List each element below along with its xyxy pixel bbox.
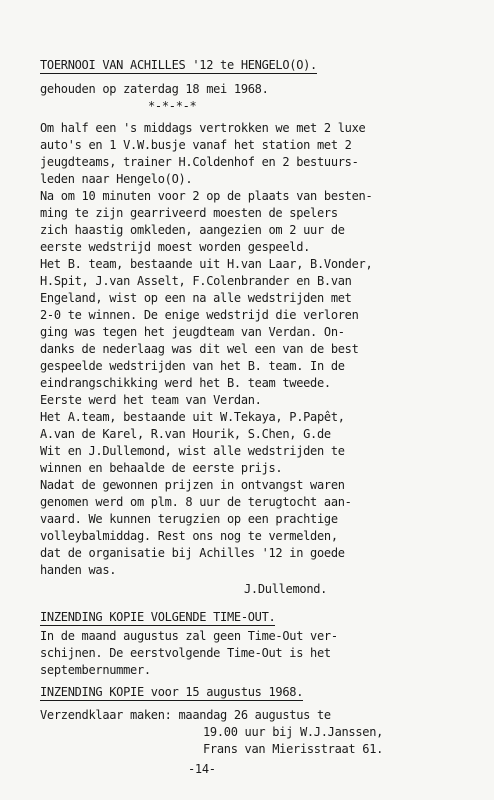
text-line: Frans van Mierisstraat 61. <box>203 742 384 756</box>
text-line: eindrangschikking werd het B. team tweede. <box>40 376 331 390</box>
signature: J.Dullemond. <box>244 582 328 596</box>
text-line: danks de nederlaag was dit wel een van de best <box>40 342 359 356</box>
text-line: schijnen. De eerstvolgende Time-Out is het <box>40 646 331 660</box>
text-line: leden naar Hengelo(O). <box>40 172 193 186</box>
page-number: -14- <box>188 762 216 776</box>
text-line: eerste wedstrijd moest worden gespeeld. <box>40 240 311 254</box>
text-line: zich haastig omkleden, aangezien om 2 uur de <box>40 223 345 237</box>
text-line: volleybalmiddag. Rest ons nog te vermelden, <box>40 529 338 543</box>
article-title-inzending-kopie: INZENDING KOPIE VOLGENDE TIME-OUT. <box>40 610 276 624</box>
text-line: ging was tegen het jeugdteam van Verdan. On- <box>40 325 345 339</box>
text-line: gespeelde wedstrijden van het B. team. In de <box>40 359 345 373</box>
text-line: Om half een 's middags vertrokken we met 2 luxe <box>40 121 366 135</box>
text-line: auto's en 1 V.W.busje vanaf het station met 2 <box>40 138 352 152</box>
text-line: jeugdteams, trainer H.Coldenhof en 2 bestuurs- <box>40 155 359 169</box>
text-line: Nadat de gewonnen prijzen in ontvangst waren <box>40 478 345 492</box>
text-line: Wit en J.Dullemond, wist alle wedstrijden te <box>40 444 345 458</box>
text-line: vaard. We kunnen terugzien op een prachtige <box>40 512 338 526</box>
separator-stars: *-*-*-* <box>148 99 197 113</box>
text-line: 19.00 uur bij W.J.Janssen, <box>203 725 384 739</box>
text-line: Na om 10 minuten voor 2 op de plaats van besten- <box>40 189 373 203</box>
text-line: ming te zijn gearriveerd moesten de spelers <box>40 206 338 220</box>
text-line: A.van de Karel, R.van Hourik, S.Chen, G.de <box>40 427 331 441</box>
text-line: 2-0 te winnen. De enige wedstrijd die verloren <box>40 308 359 322</box>
text-line: Het B. team, bestaande uit H.van Laar, B.Vonder, <box>40 257 373 271</box>
text-line: handen was. <box>40 563 117 577</box>
text-line: septembernummer. <box>40 663 151 677</box>
text-line: Het A.team, bestaande uit W.Tekaya, P.Papêt, <box>40 410 345 424</box>
text-line: Eerste werd het team van Verdan. <box>40 393 262 407</box>
text-line: Engeland, wist op een na alle wedstrijden met <box>40 291 352 305</box>
text-line: genomen werd om plm. 8 uur de terugtocht aan- <box>40 495 352 509</box>
text-line: H.Spit, J.van Asselt, F.Colenbrander en B.van <box>40 274 352 288</box>
text-line: In de maand augustus zal geen Time-Out ver- <box>40 629 338 643</box>
text-line: gehouden op zaterdag 18 mei 1968. <box>40 82 269 96</box>
text-line: winnen en behaalde de eerste prijs. <box>40 461 283 475</box>
article-title-deadline: INZENDING KOPIE voor 15 augustus 1968. <box>40 685 304 699</box>
text-line: dat de organisatie bij Achilles '12 in goede <box>40 546 345 560</box>
article-title-toernooi: TOERNOOI VAN ACHILLES '12 te HENGELO(O). <box>40 58 317 72</box>
text-line: Verzendklaar maken: maandag 26 augustus te <box>40 708 331 722</box>
